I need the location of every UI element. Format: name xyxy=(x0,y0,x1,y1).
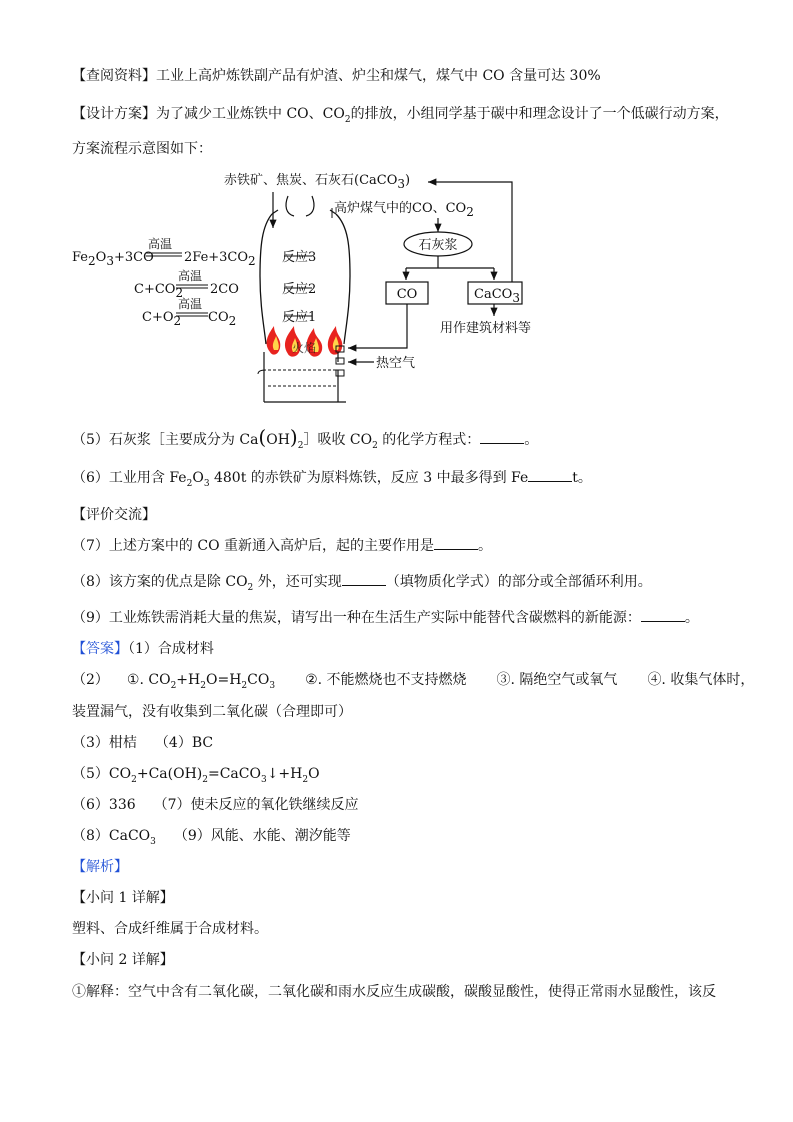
answer-line-1: 【答案】（1）合成材料 xyxy=(72,641,214,657)
hot-air-label: 热空气 xyxy=(376,356,416,371)
analysis-heading: 【解析】 xyxy=(72,859,128,875)
question-8: （8）该方案的优点是除 $CO_2$ 外，还可实现 （填物质化学式）的部分或全部循环利用。 xyxy=(72,574,652,593)
reaction-equation-1 xyxy=(142,296,236,328)
svg-text:C+O2: C+O2 xyxy=(142,310,182,328)
reaction-equation-2 xyxy=(134,268,239,300)
co-recycle-arrow xyxy=(348,304,407,348)
answer-line-2-cont: 装置漏气，没有收集到二氧化碳（合理即可） xyxy=(72,704,352,720)
answer-blank[interactable] xyxy=(641,609,685,622)
answer-blank[interactable] xyxy=(342,573,386,586)
process-flow-diagram xyxy=(66,166,586,414)
detail-2-heading: 【小问 2 详解】 xyxy=(72,952,174,968)
lime-slurry-label: 石灰浆 xyxy=(418,238,458,253)
svg-text:CO2: CO2 xyxy=(208,310,237,328)
design-paragraph: 【设计方案】为了减少工业炼铁中 CO、$CO_2$的排放，小组同学基于碳中和理念设计了一个低碳行动方案， xyxy=(72,106,729,125)
flame-label: 火焰 xyxy=(292,341,317,355)
reaction-2-label: 反应2 xyxy=(282,282,317,297)
raw-materials-label: 赤铁矿、焦炭、石灰石(CaCO3) xyxy=(224,173,411,191)
detail-1-heading: 【小问 1 详解】 xyxy=(72,890,174,906)
detail-2-text: ①解释：空气中含有二氧化碳，二氧化碳和雨水反应生成碳酸，碳酸显酸性，使得正常雨水显酸性，该反 xyxy=(72,984,716,1000)
svg-text:高温: 高温 xyxy=(178,297,203,311)
svg-text:高温: 高温 xyxy=(178,269,203,283)
answer-blank[interactable] xyxy=(434,537,478,550)
answer-line-3: （3）柑桔 （4）BC xyxy=(72,735,214,751)
section-tag: 【查阅资料】 xyxy=(72,68,156,84)
design-paragraph-cont: 方案流程示意图如下： xyxy=(72,141,212,157)
answer-tag: 【答案】 xyxy=(72,641,128,657)
svg-text:Fe2O3+3CO: Fe2O3+3CO xyxy=(72,250,154,268)
question-6: （6）工业用含 $Fe_2O_3$ 480t 的赤铁矿为原料炼铁，反应 3 中最多得到 Fe t。 xyxy=(72,470,592,489)
answer-line-8: （8）CaCO$_3$ （9）风能、水能、潮汐能等 xyxy=(72,828,351,847)
reaction-3-label: 反应3 xyxy=(282,250,317,265)
answer-line-5: $(5)CO_2+Ca(OH)_2=CaCO_3↓+H_2O$ xyxy=(72,766,320,785)
co-box-label: CO xyxy=(396,287,418,302)
svg-text:2Fe+3CO2: 2Fe+3CO2 xyxy=(184,250,256,268)
svg-text:2CO: 2CO xyxy=(210,282,239,297)
section-tag: 【设计方案】 xyxy=(72,106,156,122)
usage-label: 用作建筑材料等 xyxy=(440,321,532,336)
furnace-left-wall xyxy=(260,214,272,344)
info-paragraph: 【查阅资料】工业上高炉炼铁副产品有炉渣、炉尘和煤气，煤气中 CO 含量可达 30% xyxy=(72,68,601,84)
furnace-right-wall xyxy=(336,214,350,344)
caco3-box-label: CaCO3 xyxy=(474,287,520,305)
reaction-1-label: 反应1 xyxy=(282,310,317,325)
reaction-equation-3 xyxy=(72,236,256,268)
question-9: （9）工业炼铁需消耗大量的焦炭，请写出一种在生活生产实际中能替代含碳燃料的新能源： 。 xyxy=(72,610,699,626)
answer-blank[interactable] xyxy=(480,431,524,444)
question-5: （5）石灰浆［主要成分为 $Ca(OH)_2]$吸收 $CO_2$ 的化学方程式： 。 xyxy=(72,425,539,451)
answer-blank[interactable] xyxy=(528,469,572,482)
evaluation-heading: 【评价交流】 xyxy=(72,507,156,523)
detail-1-text: 塑料、合成纤维属于合成材料。 xyxy=(72,921,268,937)
question-7: （7）上述方案中的 CO 重新通入高炉后，起的主要作用是 。 xyxy=(72,538,492,554)
answer-line-2: （2） ①. $CO_2+H_2O=H_2CO_3$ ②. 不能燃烧也不支持燃烧 ③. 隔绝空气或氧气 ④. 收集气体时， xyxy=(72,672,755,691)
gas-label: 高炉煤气中的CO、CO2 xyxy=(334,201,474,219)
answer-line-6: （6）336 （7）使未反应的氧化铁继续反应 xyxy=(72,797,359,813)
svg-text:高温: 高温 xyxy=(148,237,173,251)
svg-text:C+CO2: C+CO2 xyxy=(134,282,184,300)
